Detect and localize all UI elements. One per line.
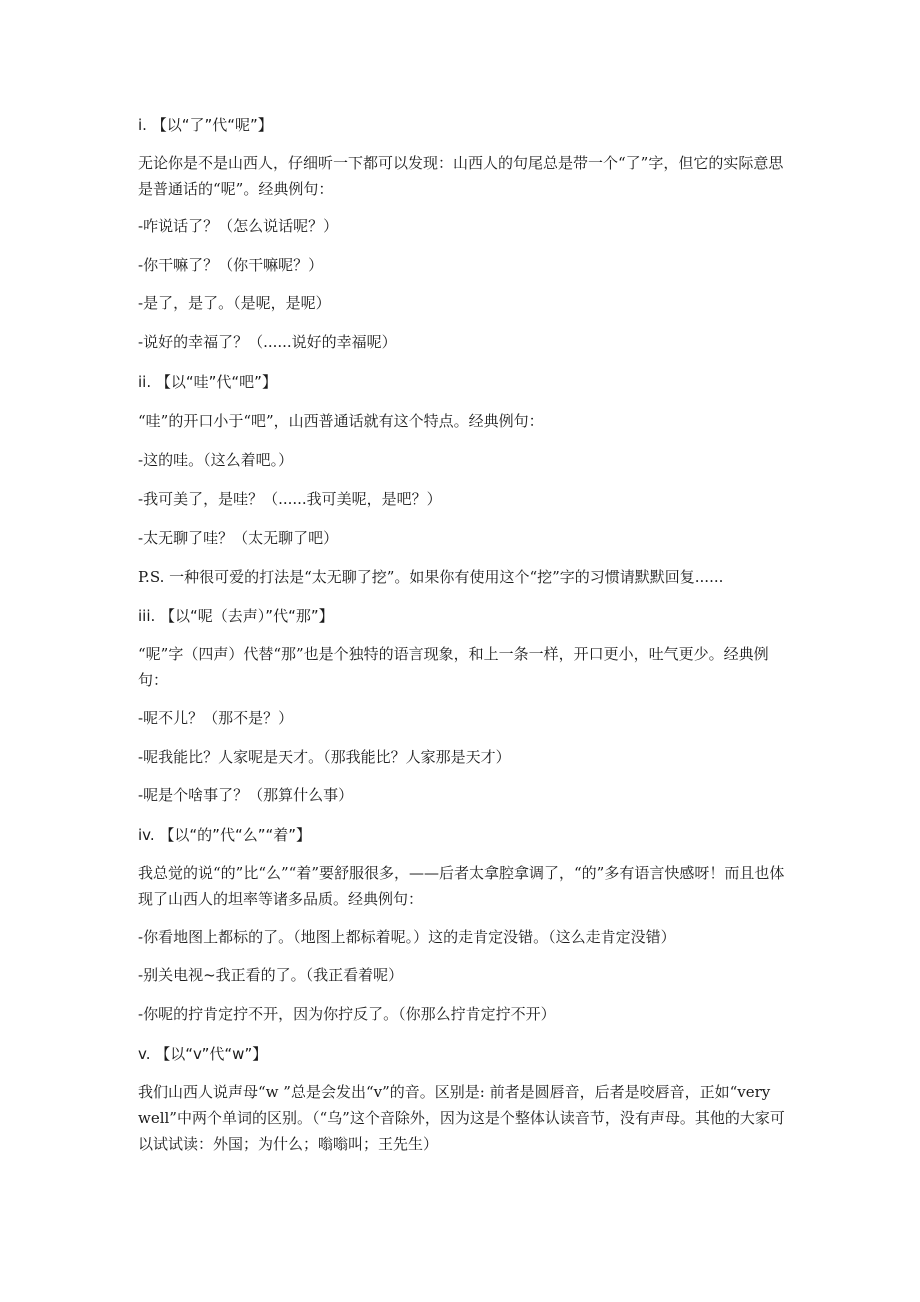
section-heading: v. 【以“v”代“w”】 <box>138 1045 268 1063</box>
example-line: -这的哇。（这么着吧。） <box>138 451 294 469</box>
section-intro: “哇”的开口小于“吧”，山西普通话就有这个特点。经典例句： <box>138 412 544 430</box>
section-intro: 我们山西人说声母“w ”总是会发出“v”的音。区别是: 前者是圆唇音，后者是咬唇音，正如“very well”中两个单词的区别。（“乌”这个音除外，因为这是个整体认读音节，没有声母。其他的大家可以试试读：外国；为什么；嗡嗡叫；王先生） <box>138 1083 785 1153</box>
example-line: -说好的幸福了？（......说好的幸福呢） <box>138 333 397 351</box>
section-intro: “呢”字（四声）代替“那”也是个独特的语言现象，和上一条一样，开口更小，吐气更少。经典例句： <box>138 645 769 689</box>
example-line: -你干嘛了？（你干嘛呢？） <box>138 256 324 274</box>
example-line: -咋说话了？（怎么说话呢？） <box>138 217 339 235</box>
section-heading: iv. 【以“的”代“么”“着”】 <box>138 826 312 844</box>
example-line: -你看地图上都标的了。（地图上都标着呢。）这的走肯定没错。（这么走肯定没错） <box>138 928 676 946</box>
section-heading: i. 【以“了”代“呢”】 <box>138 116 273 134</box>
section-intro: 我总觉的说“的”比“么”“着”要舒服很多，——后者太拿腔拿调了，“的”多有语言快感呀！而且也体现了山西人的坦率等诸多品质。经典例句： <box>138 864 785 908</box>
example-line: -是了，是了。（是呢，是呢） <box>138 294 331 312</box>
example-line: -我可美了，是哇？（......我可美呢，是吧？） <box>138 490 442 508</box>
example-line: -太无聊了哇？（太无聊了吧） <box>138 529 339 547</box>
section-heading: ii. 【以“哇”代“吧”】 <box>138 373 277 391</box>
example-line: -呢不儿？（那不是？） <box>138 709 294 727</box>
section-intro: 无论你是不是山西人，仔细听一下都可以发现：山西人的句尾总是带一个“了”字，但它的实际意思是普通话的“呢”。经典例句： <box>138 154 784 198</box>
example-line: -呢是个啥事了？（那算什么事） <box>138 786 354 804</box>
example-line: -呢我能比？人家呢是天才。（那我能比？人家那是天才） <box>138 748 511 766</box>
note-line: P.S. 一种很可爱的打法是“太无聊了挖”。如果你有使用这个“挖”字的习惯请默默回复...... <box>138 568 724 586</box>
example-line: -你呢的拧肯定拧不开，因为你拧反了。（你那么拧肯定拧不开） <box>138 1005 556 1023</box>
example-line: -别关电视~我正看的了。（我正看着呢） <box>138 966 404 984</box>
section-heading: iii. 【以“呢（去声）”代“那”】 <box>138 607 334 625</box>
